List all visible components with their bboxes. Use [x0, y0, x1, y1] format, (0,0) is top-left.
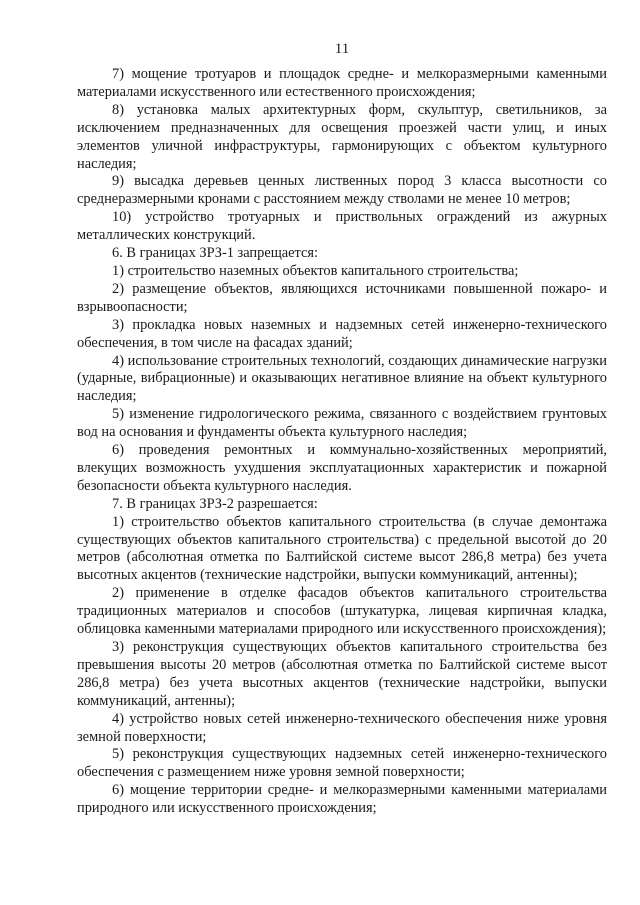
paragraph-7-3: 3) реконструкция существующих объектов капитального строительства без превышения высоты 20 метров (абсолютная отметка по Балтийской системе высот 286,8 метра) без учета высотных акцентов (технические надстройки, выпуски коммуникаций, антенны);: [77, 639, 607, 709]
paragraph-6-4: 4) использование строительных технологий, создающих динамические нагрузки (ударные, вибрационные) и оказывающих негативное влияние на объект культурного наследия;: [77, 352, 607, 405]
paragraph-7-6: 6) мощение территории средне- и мелкоразмерными каменными материалами природного или искусственного происхождения;: [77, 782, 607, 817]
paragraph-7-2: 2) применение в отделке фасадов объектов капитального строительства традиционных материалов и способов (штукатурка, лицевая кирпичная кладка, облицовка каменными материалами природного или искусственного происхождения);: [77, 585, 607, 638]
paragraph-3-10: 10) устройство тротуарных и приствольных ограждений из ажурных металлических конструкций.: [77, 209, 607, 244]
page-number: 11: [334, 41, 350, 57]
paragraph-3-8: 8) установка малых архитектурных форм, скульптур, светильников, за исключением предназначенных для освещения проезжей части улиц, и иных элементов уличной инфраструктуры, гармонирующих с объектом культурного наследия;: [77, 101, 607, 172]
paragraph-7-4: 4) устройство новых сетей инженерно-технического обеспечения ниже уровня земной поверхности;: [77, 710, 607, 745]
paragraph-3-9: 9) высадка деревьев ценных лиственных пород 3 класса высотности со среднеразмерными кронами с расстоянием между стволами не менее 10 метров;: [77, 173, 607, 208]
paragraph-6-1: 1) строительство наземных объектов капитального строительства;: [112, 262, 519, 279]
document-page: [77, 40, 607, 818]
paragraph-7-5: 5) реконструкция существующих надземных сетей инженерно-технического обеспечения с размещением ниже уровня земной поверхности;: [77, 746, 607, 781]
paragraph-6-5: 5) изменение гидрологического режима, связанного с воздействием грунтовых вод на основания и фундаменты объекта культурного наследия;: [77, 406, 607, 441]
paragraph-6-6: 6) проведения ремонтных и коммунально-хозяйственных мероприятий, влекущих возможность ухудшения эксплуатационных характеристик и пожарной безопасности объекта культурного наследия.: [77, 442, 607, 494]
paragraph-6-2: 2) размещение объектов, являющихся источниками повышенной пожаро- и взрывоопасности;: [77, 280, 607, 315]
section-7-heading: 7. В границах ЗРЗ-2 разрешается:: [112, 495, 318, 512]
paragraph-7-1: 1) строительство объектов капитального строительства (в случае демонтажа существующих объектов капитального строительства) с предельной высотой до 20 метров (абсолютная отметка по Балтийской системе высот 286,8 метра) без учета высотных акцентов (технические надстройки, выпуски коммуникаций, антенны);: [77, 513, 607, 584]
paragraph-6-3: 3) прокладка новых наземных и надземных сетей инженерно-технического обеспечения, в том числе на фасадах зданий;: [77, 316, 607, 351]
paragraph-3-7: 7) мощение тротуаров и площадок средне- и мелкоразмерными каменными материалами искусственного или естественного происхождения;: [77, 66, 607, 100]
section-6-heading: 6. В границах ЗРЗ-1 запрещается:: [112, 245, 319, 262]
